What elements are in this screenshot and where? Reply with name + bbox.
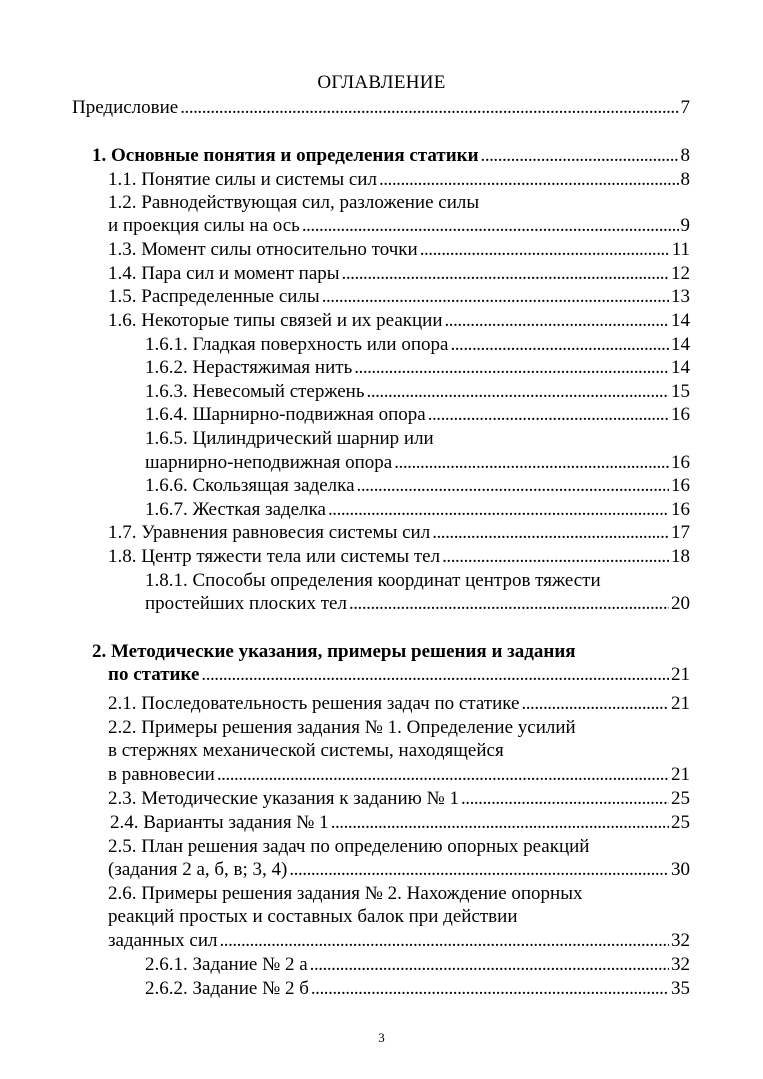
toc-entry-preface <box>72 96 690 119</box>
toc-subentry <box>145 451 690 474</box>
toc-entry-page: 20 <box>671 593 690 614</box>
leader-dots <box>310 953 669 976</box>
toc-entry <box>108 521 690 544</box>
toc-entry-page: 16 <box>671 499 690 520</box>
leader-dots <box>342 262 669 285</box>
toc-entry <box>108 285 690 308</box>
toc-entry <box>108 238 690 261</box>
toc-entry-text: 1.3. Момент силы относительно точки <box>108 239 418 260</box>
leader-dots <box>450 333 669 356</box>
toc-entry-page: 21 <box>671 664 690 685</box>
leader-dots <box>217 763 669 786</box>
toc-entry-page: 17 <box>671 522 690 543</box>
toc-subentry <box>145 333 690 356</box>
toc-entry-text: заданных сил <box>108 930 218 951</box>
leader-dots <box>521 692 669 715</box>
toc-subentry <box>145 953 690 976</box>
leader-dots <box>442 545 669 568</box>
toc-entry-page: 8 <box>680 169 690 190</box>
toc-entry-text: 2.4. Варианты задания № 1 <box>110 812 329 833</box>
toc-entry-line: 2.5. План решения задач по определению опорных реакций <box>108 836 590 857</box>
toc-entry-text: 1.6.7. Жесткая заделка <box>145 499 326 520</box>
toc-subentry <box>145 592 690 615</box>
toc-entry-page: 15 <box>671 381 690 402</box>
toc-subentry <box>145 977 690 1000</box>
leader-dots <box>349 592 669 615</box>
toc-subentry <box>145 380 690 403</box>
toc-entry-text: 1.6.2. Нерастяжимая нить <box>145 357 353 378</box>
toc-entry-page: 25 <box>671 788 690 809</box>
toc-entry-line: 2.2. Примеры решения задания № 1. Определение усилий <box>108 717 576 738</box>
toc-entry-page: 13 <box>671 286 690 307</box>
toc-entry-page: 16 <box>671 452 690 473</box>
toc-entry-text: 1.8. Центр тяжести тела или системы тел <box>108 546 441 567</box>
toc-entry <box>108 545 690 568</box>
toc-entry-text: 1.7. Уравнения равновесия системы сил <box>108 522 431 543</box>
leader-dots <box>394 451 669 474</box>
leader-dots <box>331 811 669 834</box>
leader-dots <box>428 403 669 426</box>
toc-entry-page: 11 <box>671 239 690 260</box>
leader-dots <box>354 356 669 379</box>
toc-entry <box>108 858 690 881</box>
toc-subentry <box>145 498 690 521</box>
toc-entry-text: 1.6. Некоторые типы связей и их реакции <box>108 310 443 331</box>
toc-entry-text: и проекция силы на ось <box>108 215 300 236</box>
toc-entry-text: 2.3. Методические указания к заданию № 1 <box>108 788 459 809</box>
toc-entry-text: 2.1. Последовательность решения задач по статике <box>108 693 520 714</box>
toc-entry-page: 25 <box>671 812 690 833</box>
toc-entry <box>108 214 690 237</box>
leader-dots <box>367 380 669 403</box>
toc-entry-text: 1.6.3. Невесомый стержень <box>145 381 365 402</box>
toc-entry-page: 12 <box>671 263 690 284</box>
toc-entry-page: 32 <box>671 954 690 975</box>
toc-entry-text: (задания 2 а, б, в; 3, 4) <box>108 859 288 880</box>
leader-dots <box>219 929 669 952</box>
leader-dots <box>357 474 669 497</box>
toc-entry-page: 21 <box>671 693 690 714</box>
toc-subentry <box>145 356 690 379</box>
leader-dots <box>201 663 669 686</box>
toc-entry-page: 16 <box>671 404 690 425</box>
leader-dots <box>328 498 669 521</box>
toc-entry-page: 9 <box>680 215 690 236</box>
toc-entry-page: 8 <box>680 145 690 166</box>
toc-entry <box>108 929 690 952</box>
toc-entry <box>108 787 690 810</box>
toc-entry-line: 1.2. Равнодействующая сил, разложение силы <box>108 192 480 213</box>
leader-dots <box>289 858 669 881</box>
toc-entry-page: 14 <box>671 334 690 355</box>
page-number: 3 <box>378 1030 385 1045</box>
toc-entry-text: 1.6.4. Шарнирно-подвижная опора <box>145 404 426 425</box>
toc-entry <box>110 811 690 834</box>
leader-dots <box>445 309 670 332</box>
toc-entry-page: 32 <box>671 930 690 951</box>
toc-entry-text: 1.1. Понятие силы и системы сил <box>108 169 377 190</box>
leader-dots <box>432 521 669 544</box>
toc-title: ОГЛАВЛЕНИЕ <box>317 72 446 93</box>
toc-entry-line: реакций простых и составных балок при действии <box>108 906 518 927</box>
toc-entry-text: Предисловие <box>72 97 179 118</box>
toc-entry-line: в стержнях механической системы, находящейся <box>108 740 504 761</box>
toc-entry-page: 16 <box>671 475 690 496</box>
toc-entry-page: 18 <box>671 546 690 567</box>
toc-subentry <box>145 403 690 426</box>
leader-dots <box>322 285 669 308</box>
toc-subentry-line: 1.6.5. Цилиндрический шарнир или <box>145 428 434 449</box>
toc-subentry <box>145 474 690 497</box>
leader-dots <box>461 787 669 810</box>
toc-entry-text: в равновесии <box>108 764 215 785</box>
toc-section-2-line: 2. Методические указания, примеры решения и задания <box>92 641 576 662</box>
leader-dots <box>481 144 679 167</box>
leader-dots <box>180 96 678 119</box>
toc-entry-text: простейших плоских тел <box>145 593 347 614</box>
leader-dots <box>302 214 679 237</box>
leader-dots <box>379 168 679 191</box>
toc-entry-text: 1.4. Пара сил и момент пары <box>108 263 340 284</box>
toc-entry-page: 7 <box>680 97 690 118</box>
leader-dots <box>420 238 670 261</box>
toc-entry <box>108 692 690 715</box>
leader-dots <box>311 977 669 1000</box>
toc-entry <box>108 763 690 786</box>
toc-entry-line: 2.6. Примеры решения задания № 2. Нахождение опорных <box>108 883 583 904</box>
toc-entry <box>108 309 690 332</box>
toc-subentry-line: 1.8.1. Способы определения координат центров тяжести <box>145 570 601 591</box>
toc-entry-text: 1.5. Распределенные силы <box>108 286 320 307</box>
toc-entry-text: 2.6.1. Задание № 2 а <box>145 954 308 975</box>
toc-entry-text: 2.6.2. Задание № 2 б <box>145 978 309 999</box>
toc-entry-text: по статике <box>108 664 200 685</box>
toc-entry-page: 21 <box>671 764 690 785</box>
toc-section-1 <box>92 144 690 167</box>
toc-entry-text: 1.6.1. Гладкая поверхность или опора <box>145 334 449 355</box>
toc-entry-page: 30 <box>671 859 690 880</box>
toc-entry-text: 1. Основные понятия и определения статики <box>92 145 479 166</box>
toc-section-2 <box>108 663 690 686</box>
toc-entry-page: 14 <box>671 357 690 378</box>
toc-entry <box>108 168 690 191</box>
toc-entry <box>108 262 690 285</box>
toc-entry-page: 35 <box>671 978 690 999</box>
toc-entry-text: шарнирно-неподвижная опора <box>145 452 393 473</box>
toc-entry-page: 14 <box>671 310 690 331</box>
toc-entry-text: 1.6.6. Скользящая заделка <box>145 475 355 496</box>
